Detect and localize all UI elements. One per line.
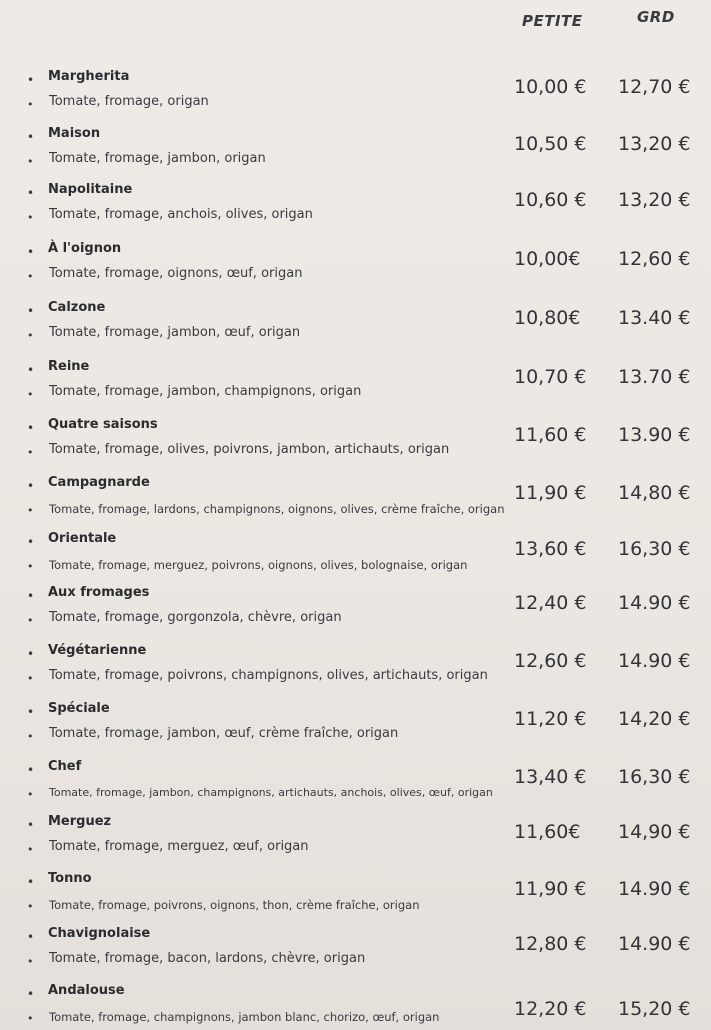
bullet-icon: • xyxy=(27,987,35,1001)
bullet-icon: • xyxy=(27,504,34,517)
bullet-icon: • xyxy=(27,818,35,832)
bullet-icon: • xyxy=(27,535,35,549)
menu-item xyxy=(0,68,711,126)
bullet-icon: • xyxy=(27,763,35,777)
bullet-icon: • xyxy=(27,446,34,459)
menu-item xyxy=(0,530,711,588)
price-grd: 14,80 € xyxy=(618,482,691,504)
menu-item xyxy=(0,584,711,642)
menu-item xyxy=(0,758,711,816)
price-grd: 16,30 € xyxy=(618,538,691,560)
price-petite: 11,60 € xyxy=(514,424,587,446)
bullet-icon: • xyxy=(27,788,34,801)
bullet-icon: • xyxy=(27,421,35,435)
price-grd: 13,20 € xyxy=(618,133,691,155)
menu-item xyxy=(0,299,711,357)
item-description: Tomate, fromage, merguez, œuf, origan xyxy=(49,839,309,854)
bullet-icon: • xyxy=(27,479,35,493)
price-petite: 10,00€ xyxy=(514,248,581,270)
menu-item xyxy=(0,240,711,298)
price-petite: 12,20 € xyxy=(514,998,587,1020)
bullet-icon: • xyxy=(27,589,35,603)
bullet-icon: • xyxy=(27,211,34,224)
item-description: Tomate, fromage, jambon, champignons, artichauts, anchois, olives, œuf, origan xyxy=(49,786,493,799)
bullet-icon: • xyxy=(27,304,35,318)
menu-item xyxy=(0,925,711,983)
price-petite: 10,50 € xyxy=(514,133,587,155)
column-header-grd: GRD xyxy=(637,8,675,26)
bullet-icon: • xyxy=(27,560,34,573)
price-grd: 14.90 € xyxy=(618,878,691,900)
item-name: À l'oignon xyxy=(48,241,122,256)
item-name: Maison xyxy=(48,126,101,141)
menu-item xyxy=(0,358,711,416)
price-grd: 15,20 € xyxy=(618,998,691,1020)
price-petite: 11,90 € xyxy=(514,482,587,504)
item-description: Tomate, fromage, poivrons, champignons, olives, artichauts, origan xyxy=(49,668,488,683)
bullet-icon: • xyxy=(27,672,34,685)
item-name: Napolitaine xyxy=(48,182,133,197)
price-grd: 14,90 € xyxy=(618,821,691,843)
item-description: Tomate, fromage, poivrons, oignons, thon, crème fraîche, origan xyxy=(49,898,420,912)
price-petite: 10,80€ xyxy=(514,307,581,329)
price-grd: 12,70 € xyxy=(618,76,691,98)
bullet-icon: • xyxy=(27,730,34,743)
bullet-icon: • xyxy=(27,329,34,342)
item-description: Tomate, fromage, jambon, œuf, origan xyxy=(49,325,301,340)
item-name: Chef xyxy=(48,759,82,774)
item-name: Campagnarde xyxy=(48,475,150,490)
item-name: Andalouse xyxy=(48,983,125,998)
price-grd: 13,20 € xyxy=(618,189,691,211)
price-grd: 13.70 € xyxy=(618,366,691,388)
price-grd: 14.90 € xyxy=(618,592,691,614)
menu-item xyxy=(0,181,711,239)
bullet-icon: • xyxy=(27,155,34,168)
price-petite: 12,80 € xyxy=(514,933,587,955)
item-name: Calzone xyxy=(48,300,106,315)
menu-item xyxy=(0,125,711,183)
price-grd: 13.90 € xyxy=(618,424,691,446)
bullet-icon: • xyxy=(27,614,34,627)
menu-item xyxy=(0,642,711,700)
item-name: Aux fromages xyxy=(48,585,150,600)
price-petite: 13,40 € xyxy=(514,766,587,788)
column-header-petite: PETITE xyxy=(522,12,583,30)
bullet-icon: • xyxy=(27,843,34,856)
price-petite: 10,00 € xyxy=(514,76,587,98)
menu-item xyxy=(0,700,711,758)
menu-item xyxy=(0,416,711,474)
menu-item xyxy=(0,870,711,928)
bullet-icon: • xyxy=(27,1012,34,1025)
bullet-icon: • xyxy=(27,705,35,719)
item-description: Tomate, fromage, oignons, œuf, origan xyxy=(49,266,303,281)
item-name: Quatre saisons xyxy=(48,417,158,432)
price-petite: 10,60 € xyxy=(514,189,587,211)
item-description: Tomate, fromage, bacon, lardons, chèvre, origan xyxy=(49,951,366,966)
price-grd: 12,60 € xyxy=(618,248,691,270)
price-grd: 13.40 € xyxy=(618,307,691,329)
item-description: Tomate, fromage, origan xyxy=(49,94,209,109)
price-petite: 10,70 € xyxy=(514,366,587,388)
item-name: Merguez xyxy=(48,814,112,829)
bullet-icon: • xyxy=(27,363,35,377)
bullet-icon: • xyxy=(27,270,34,283)
item-description: Tomate, fromage, jambon, origan xyxy=(49,151,266,166)
bullet-icon: • xyxy=(27,245,35,259)
bullet-icon: • xyxy=(27,647,35,661)
bullet-icon: • xyxy=(27,130,35,144)
item-name: Margherita xyxy=(48,69,130,84)
price-petite: 12,60 € xyxy=(514,650,587,672)
price-grd: 14,20 € xyxy=(618,708,691,730)
bullet-icon: • xyxy=(27,98,34,111)
menu-item xyxy=(0,813,711,871)
bullet-icon: • xyxy=(27,900,34,913)
item-name: Chavignolaise xyxy=(48,926,151,941)
item-name: Reine xyxy=(48,359,90,374)
item-description: Tomate, fromage, gorgonzola, chèvre, origan xyxy=(49,610,342,625)
price-petite: 11,60€ xyxy=(514,821,581,843)
item-description: Tomate, fromage, champignons, jambon blanc, chorizo, œuf, origan xyxy=(49,1010,440,1024)
item-name: Spéciale xyxy=(48,701,110,716)
item-description: Tomate, fromage, anchois, olives, origan xyxy=(49,207,313,222)
item-name: Tonno xyxy=(48,871,92,886)
price-petite: 11,20 € xyxy=(514,708,587,730)
bullet-icon: • xyxy=(27,73,35,87)
price-petite: 13,60 € xyxy=(514,538,587,560)
item-name: Orientale xyxy=(48,531,117,546)
bullet-icon: • xyxy=(27,388,34,401)
price-grd: 14.90 € xyxy=(618,933,691,955)
bullet-icon: • xyxy=(27,955,34,968)
menu-item xyxy=(0,982,711,1028)
price-petite: 12,40 € xyxy=(514,592,587,614)
item-description: Tomate, fromage, jambon, œuf, crème fraîche, origan xyxy=(49,726,399,741)
price-petite: 11,90 € xyxy=(514,878,587,900)
item-description: Tomate, fromage, jambon, champignons, origan xyxy=(49,384,362,399)
bullet-icon: • xyxy=(27,186,35,200)
item-description: Tomate, fromage, lardons, champignons, oignons, olives, crème fraîche, origan xyxy=(49,502,505,516)
item-name: Végétarienne xyxy=(48,643,147,658)
price-grd: 14.90 € xyxy=(618,650,691,672)
menu-item xyxy=(0,474,711,532)
bullet-icon: • xyxy=(27,930,35,944)
price-grd: 16,30 € xyxy=(618,766,691,788)
bullet-icon: • xyxy=(27,875,35,889)
item-description: Tomate, fromage, merguez, poivrons, oignons, olives, bolognaise, origan xyxy=(49,558,468,572)
item-description: Tomate, fromage, olives, poivrons, jambon, artichauts, origan xyxy=(49,442,450,457)
